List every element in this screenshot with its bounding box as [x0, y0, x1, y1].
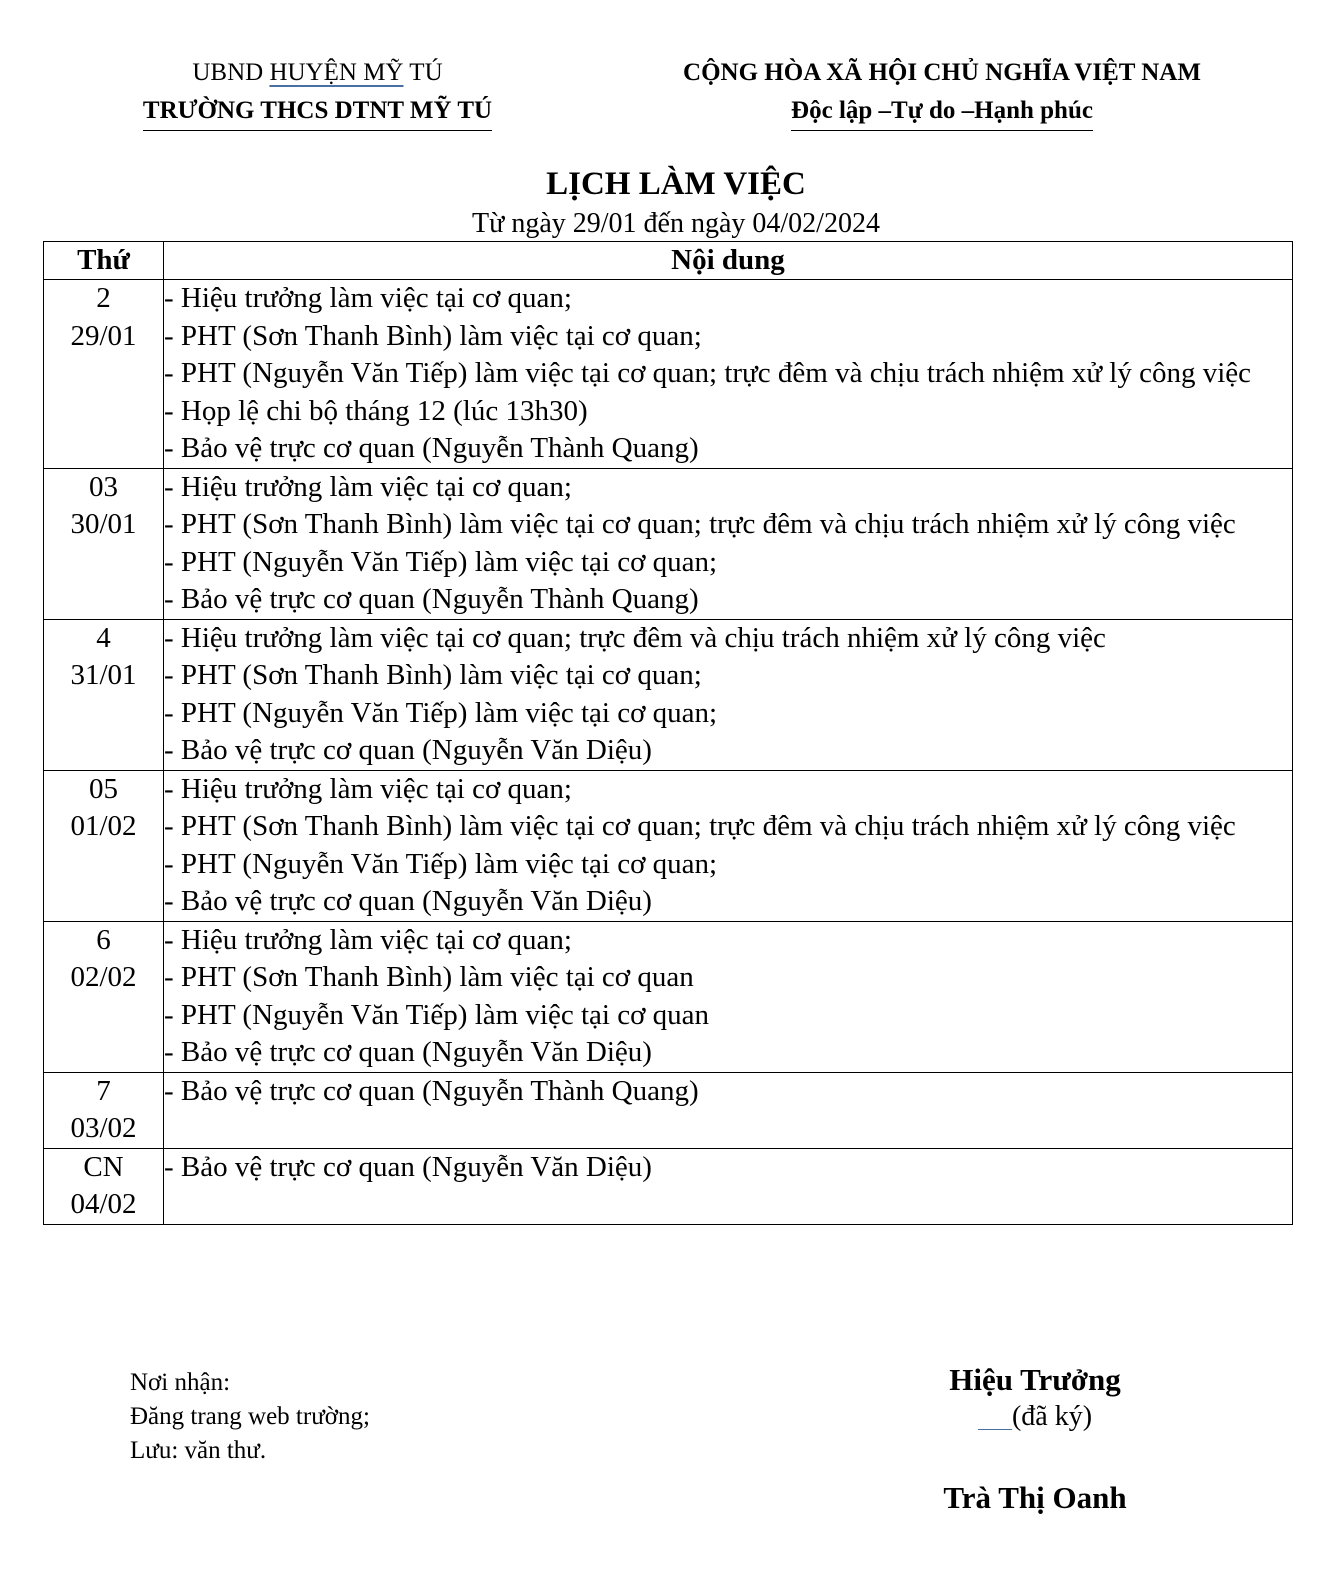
- header-content: Nội dung: [164, 242, 1293, 280]
- weekday: 05: [89, 772, 118, 805]
- schedule-item: - PHT (Nguyễn Văn Tiếp) làm việc tại cơ quan;: [164, 545, 718, 578]
- schedule-item: - Hiệu trưởng làm việc tại cơ quan;: [164, 923, 572, 956]
- schedule-item: - PHT (Sơn Thanh Bình) làm việc tại cơ quan: [164, 961, 694, 993]
- day-cell: [44, 1148, 164, 1224]
- schedule-item: - PHT (Nguyễn Văn Tiếp) làm việc tại cơ quan;: [164, 696, 718, 729]
- content-cell: [164, 280, 1293, 469]
- table-row: [44, 921, 1293, 1072]
- schedule-item: - Bảo vệ trực cơ quan (Nguyễn Văn Diệu): [164, 1036, 652, 1068]
- date: 30/01: [70, 508, 137, 540]
- day-cell: [44, 619, 164, 770]
- day-cell: [44, 921, 164, 1072]
- schedule-item: - PHT (Sơn Thanh Bình) làm việc tại cơ quan; trực đêm và chịu trách nhiệm xử lý công việc: [164, 810, 1236, 842]
- weekday: 4: [96, 621, 111, 654]
- weekday: 2: [96, 282, 111, 314]
- signed-note-line: [930, 1400, 1140, 1434]
- document-subtitle: Từ ngày 29/01 đến ngày 04/02/2024: [472, 208, 880, 239]
- date: 04/02: [70, 1188, 137, 1220]
- date: 31/01: [70, 659, 137, 691]
- date: 02/02: [70, 961, 137, 993]
- nation-header: [632, 54, 1252, 131]
- schedule-item: - Bảo vệ trực cơ quan (Nguyễn Thành Quang): [164, 583, 699, 615]
- document-title: LỊCH LÀM VIỆC: [546, 166, 806, 202]
- content-cell: [164, 1148, 1293, 1224]
- weekday: 6: [96, 923, 111, 956]
- schedule-item: - Hiệu trưởng làm việc tại cơ quan; trực đêm và chịu trách nhiệm xử lý công việc: [164, 621, 1106, 654]
- schedule-item: - PHT (Nguyễn Văn Tiếp) làm việc tại cơ quan;: [164, 847, 718, 880]
- day-cell: [44, 1072, 164, 1148]
- schedule-item: - Hiệu trưởng làm việc tại cơ quan;: [164, 470, 572, 503]
- agency-suffix: TÚ: [409, 59, 443, 86]
- agency-header: [100, 54, 535, 131]
- table-row: [44, 468, 1293, 619]
- day-cell: [44, 770, 164, 921]
- header-day: Thứ: [44, 242, 164, 280]
- nation-name: CỘNG HÒA XÃ HỘI CHỦ NGHĨA VIỆT NAM: [683, 59, 1201, 86]
- schedule-item: - Bảo vệ trực cơ quan (Nguyễn Thành Quang): [164, 1074, 699, 1107]
- motto: Độc lập –Tự do –Hạnh phúc: [791, 92, 1093, 131]
- content-cell: [164, 619, 1293, 770]
- day-cell: [44, 468, 164, 619]
- schedule-table: [43, 241, 1293, 1225]
- title-block: [0, 162, 1318, 242]
- school-name: [100, 92, 535, 131]
- content-cell: [164, 921, 1293, 1072]
- motto-line: [632, 92, 1252, 131]
- weekday: CN: [83, 1150, 124, 1183]
- schedule-item: - Bảo vệ trực cơ quan (Nguyễn Thành Quang): [164, 432, 699, 464]
- signed-underline: [978, 1429, 1012, 1430]
- content-cell: [164, 770, 1293, 921]
- agency-line: [100, 54, 535, 92]
- schedule-item: - Bảo vệ trực cơ quan (Nguyễn Văn Diệu): [164, 734, 652, 766]
- recipients-label: Nơi nhận:: [130, 1369, 231, 1396]
- agency-name: HUYỆN MỸ: [269, 59, 404, 86]
- table-row: [44, 770, 1293, 921]
- table-row: [44, 1148, 1293, 1224]
- date: 01/02: [70, 810, 137, 842]
- schedule-item: - Hiệu trưởng làm việc tại cơ quan;: [164, 282, 572, 314]
- school-name-text: TRƯỜNG THCS DTNT MỸ TÚ: [143, 92, 492, 131]
- schedule-item: - Bảo vệ trực cơ quan (Nguyễn Văn Diệu): [164, 1150, 652, 1183]
- table-header-row: [44, 242, 1293, 280]
- date: 29/01: [70, 319, 137, 352]
- signer-name: Trà Thị Oanh: [943, 1480, 1127, 1515]
- weekday: 7: [96, 1074, 111, 1107]
- table-row: [44, 1072, 1293, 1148]
- signature-block: [930, 1360, 1140, 1518]
- schedule-item: - PHT (Sơn Thanh Bình) làm việc tại cơ quan;: [164, 659, 702, 691]
- schedule-item: - PHT (Nguyễn Văn Tiếp) làm việc tại cơ quan: [164, 998, 710, 1031]
- recipient-item: Lưu: văn thư.: [130, 1437, 267, 1464]
- recipient-item: Đăng trang web trường;: [130, 1403, 370, 1430]
- table-row: [44, 619, 1293, 770]
- content-cell: [164, 468, 1293, 619]
- weekday: 03: [89, 470, 118, 503]
- schedule-item: - Bảo vệ trực cơ quan (Nguyễn Văn Diệu): [164, 885, 652, 917]
- recipients-block: [130, 1366, 370, 1468]
- schedule-item: - PHT (Nguyễn Văn Tiếp) làm việc tại cơ quan; trực đêm và chịu trách nhiệm xử lý công việc: [164, 357, 1252, 389]
- date: 03/02: [70, 1112, 137, 1144]
- table-row: [44, 280, 1293, 469]
- schedule-item: - PHT (Sơn Thanh Bình) làm việc tại cơ quan; trực đêm và chịu trách nhiệm xử lý công việc: [164, 508, 1236, 540]
- schedule-item: - PHT (Sơn Thanh Bình) làm việc tại cơ quan;: [164, 319, 702, 352]
- signer-title: Hiệu Trưởng: [949, 1362, 1121, 1397]
- schedule-item: - Hiệu trưởng làm việc tại cơ quan;: [164, 772, 572, 805]
- signed-note: (đã ký): [1011, 1401, 1093, 1432]
- content-cell: [164, 1072, 1293, 1148]
- day-cell: [44, 280, 164, 469]
- schedule-item: - Họp lệ chi bộ tháng 12 (lúc 13h30): [164, 394, 588, 427]
- agency-prefix: UBND: [192, 59, 264, 86]
